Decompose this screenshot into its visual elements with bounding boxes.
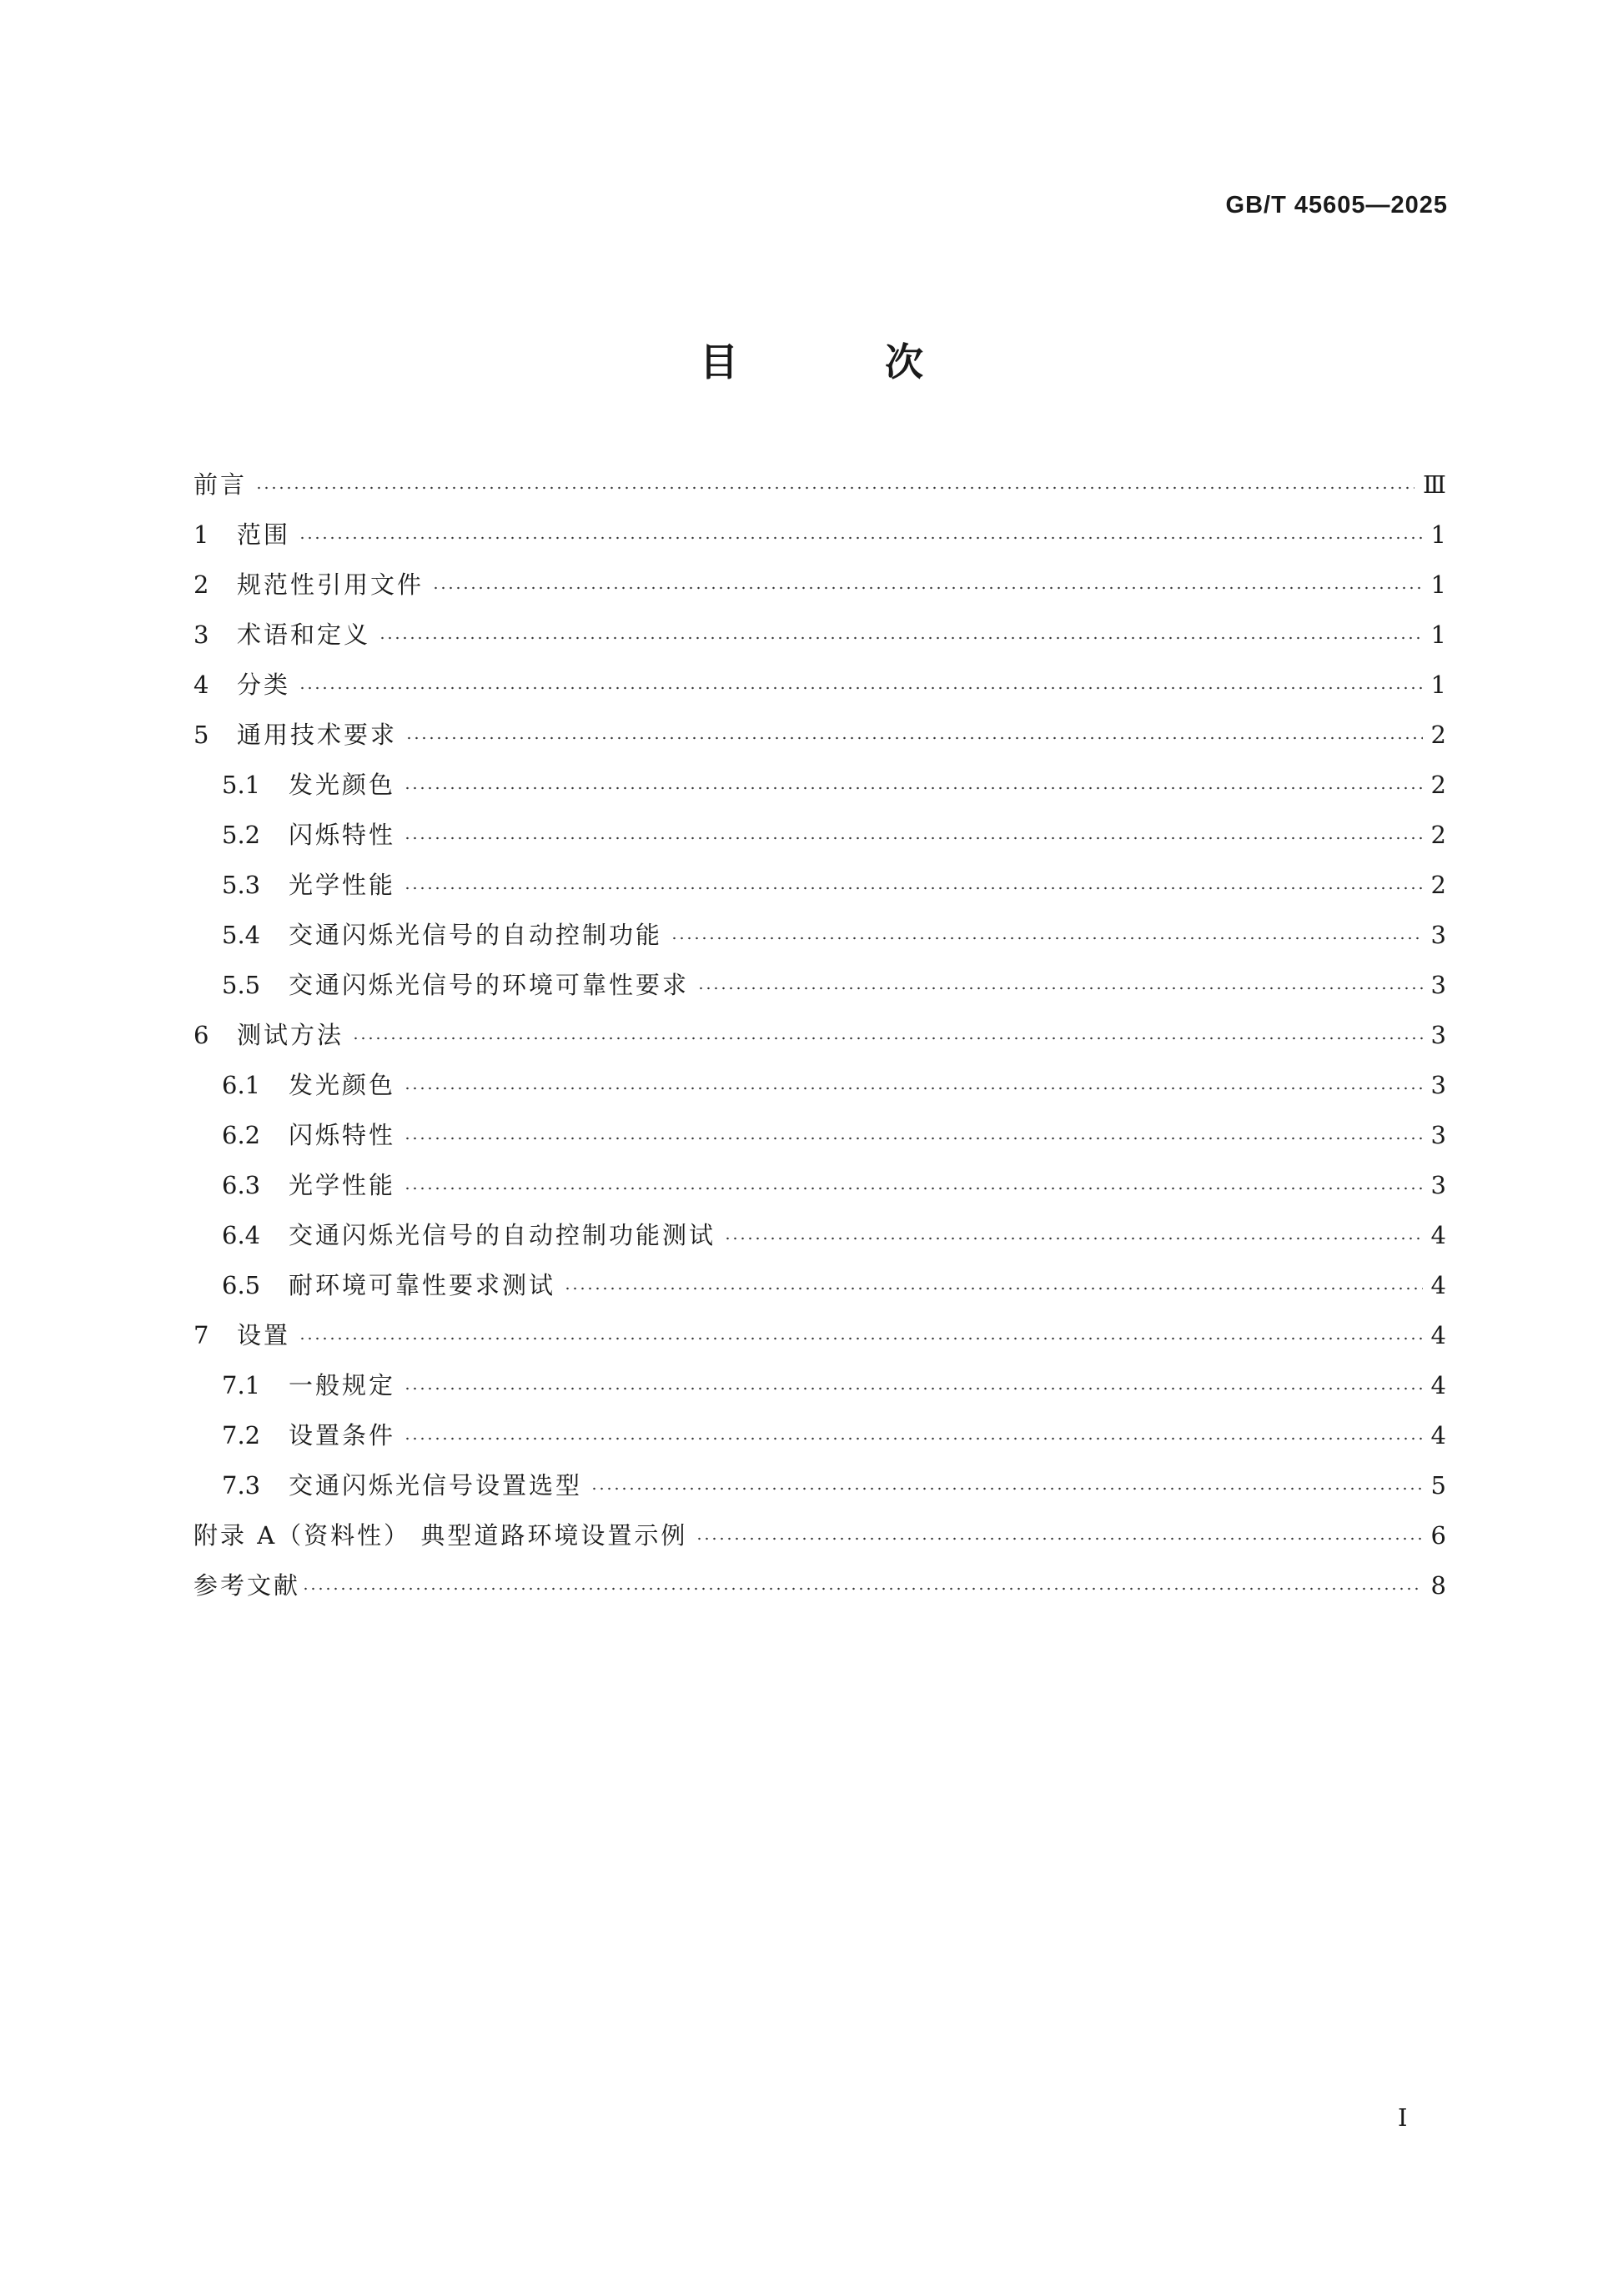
dot-leader: [671, 937, 1423, 940]
toc-entry-number: 7: [193, 1321, 209, 1349]
toc-entry[interactable]: [193, 860, 1446, 910]
toc-entry[interactable]: [193, 510, 1446, 560]
toc-entry[interactable]: [193, 810, 1446, 860]
toc-entry-label: 规范性引用文件: [237, 570, 425, 599]
toc-entry-number: 5.4: [222, 921, 261, 949]
toc-entry-number: 7.1: [222, 1371, 261, 1399]
dot-leader: [404, 1137, 1423, 1140]
toc-entry-label: 交通闪烁光信号设置选型: [289, 1471, 583, 1500]
dot-leader: [299, 536, 1423, 540]
toc-entry-label: 光学性能: [289, 1171, 396, 1199]
dot-leader: [299, 686, 1423, 690]
toc-entry-page: 5: [1430, 1471, 1446, 1500]
toc-entry[interactable]: [193, 1110, 1446, 1160]
toc-entry-label: 设置条件: [289, 1421, 396, 1449]
page-title: 目 次: [699, 339, 990, 384]
toc-entry-label: 分类: [237, 671, 291, 699]
toc-entry-number: 1: [193, 520, 209, 549]
toc-entry-page: 4: [1430, 1421, 1446, 1449]
standard-code: GB/T 45605—2025: [1225, 192, 1448, 219]
toc-entry-number: 5.5: [222, 971, 261, 999]
dot-leader: [696, 1537, 1422, 1540]
toc-entry-number: 3: [193, 620, 209, 649]
toc-entry[interactable]: [193, 1260, 1446, 1310]
toc-entry-number: 5.2: [222, 821, 261, 849]
table-of-contents: [193, 460, 1446, 1610]
toc-entry-label: 耐环境可靠性要求测试: [289, 1271, 556, 1299]
toc-entry[interactable]: [193, 1010, 1446, 1060]
toc-entry-page: 1: [1430, 520, 1446, 549]
toc-entry-label: 闪烁特性: [289, 821, 396, 849]
toc-entry[interactable]: [193, 560, 1446, 610]
toc-entry-page: 2: [1430, 771, 1446, 799]
toc-entry-label: 通用技术要求: [237, 721, 398, 749]
toc-entry-page: 4: [1430, 1321, 1446, 1349]
toc-entry-page: 4: [1430, 1221, 1446, 1249]
toc-entry-page: 1: [1430, 671, 1446, 699]
dot-leader: [404, 887, 1423, 890]
toc-entry-page: Ⅲ: [1423, 470, 1446, 499]
toc-entry[interactable]: [193, 1510, 1446, 1560]
toc-entry-label: 闪烁特性: [289, 1121, 396, 1149]
toc-entry-page: 3: [1430, 921, 1446, 949]
dot-leader: [255, 486, 1414, 490]
toc-entry-label: 设置: [237, 1321, 291, 1349]
toc-entry[interactable]: [193, 1360, 1446, 1410]
dot-leader: [404, 837, 1423, 840]
toc-entry-number: 6.4: [222, 1221, 261, 1249]
toc-entry-label: 术语和定义: [237, 620, 371, 649]
toc-entry[interactable]: [193, 1310, 1446, 1360]
toc-entry[interactable]: [193, 1460, 1446, 1510]
toc-entry-number: 6.5: [222, 1271, 261, 1299]
toc-entry-number: 5.1: [222, 771, 261, 799]
page-number: I: [1398, 2103, 1408, 2132]
toc-entry-label: 范围: [237, 520, 291, 549]
dot-leader: [404, 786, 1423, 790]
toc-entry-number: 6.3: [222, 1171, 261, 1199]
toc-entry-page: 1: [1430, 620, 1446, 649]
toc-entry-page: 3: [1430, 1071, 1446, 1099]
toc-entry[interactable]: [193, 710, 1446, 760]
toc-entry-page: 3: [1430, 1171, 1446, 1199]
toc-entry-label: 附录 A（资料性） 典型道路环境设置示例: [193, 1521, 688, 1550]
toc-entry-number: 5: [193, 721, 209, 749]
toc-entry-page: 6: [1430, 1521, 1446, 1550]
toc-entry-page: 2: [1430, 721, 1446, 749]
dot-leader: [405, 736, 1423, 740]
toc-entry-label: 发光颜色: [289, 1071, 396, 1099]
toc-entry-label: 一般规定: [289, 1371, 396, 1399]
dot-leader: [404, 1087, 1423, 1090]
dot-leader: [590, 1487, 1423, 1490]
toc-entry-number: 7.3: [222, 1471, 261, 1500]
toc-entry-number: 4: [193, 671, 209, 699]
toc-entry[interactable]: [193, 660, 1446, 710]
toc-entry[interactable]: [193, 460, 1446, 510]
dot-leader: [564, 1287, 1423, 1290]
toc-entry[interactable]: [193, 610, 1446, 660]
toc-entry-label: 交通闪烁光信号的自动控制功能: [289, 921, 663, 949]
toc-entry[interactable]: [193, 910, 1446, 960]
dot-leader: [724, 1237, 1423, 1240]
toc-entry-page: 8: [1430, 1571, 1446, 1600]
toc-entry-number: 6.1: [222, 1071, 261, 1099]
toc-entry-page: 1: [1430, 570, 1446, 599]
toc-entry-label: 交通闪烁光信号的环境可靠性要求: [289, 971, 690, 999]
toc-entry[interactable]: [193, 1210, 1446, 1260]
dot-leader: [432, 586, 1423, 590]
toc-entry-number: 2: [193, 570, 209, 599]
toc-entry-number: 7.2: [222, 1421, 261, 1449]
dot-leader: [302, 1587, 1423, 1590]
dot-leader: [404, 1437, 1423, 1440]
toc-entry[interactable]: [193, 960, 1446, 1010]
toc-entry-page: 3: [1430, 971, 1446, 999]
toc-entry-page: 4: [1430, 1371, 1446, 1399]
dot-leader: [352, 1037, 1423, 1040]
dot-leader: [404, 1187, 1423, 1190]
toc-entry-page: 3: [1430, 1021, 1446, 1049]
dot-leader: [697, 987, 1423, 990]
toc-entry-label: 前言: [193, 470, 248, 499]
toc-entry-label: 交通闪烁光信号的自动控制功能测试: [289, 1221, 716, 1249]
toc-entry[interactable]: [193, 760, 1446, 810]
toc-entry-page: 2: [1430, 821, 1446, 849]
toc-entry[interactable]: [193, 1160, 1446, 1210]
toc-entry[interactable]: [193, 1060, 1446, 1110]
toc-entry[interactable]: [193, 1410, 1446, 1460]
toc-entry[interactable]: [193, 1560, 1446, 1610]
toc-entry-label: 光学性能: [289, 871, 396, 899]
toc-entry-number: 5.3: [222, 871, 261, 899]
toc-entry-number: 6: [193, 1021, 209, 1049]
dot-leader: [299, 1337, 1423, 1340]
toc-entry-page: 2: [1430, 871, 1446, 899]
toc-entry-label: 发光颜色: [289, 771, 396, 799]
toc-entry-label: 测试方法: [237, 1021, 344, 1049]
toc-entry-number: 6.2: [222, 1121, 261, 1149]
toc-entry-page: 3: [1430, 1121, 1446, 1149]
toc-entry-label: 参考文献: [193, 1571, 301, 1600]
toc-entry-page: 4: [1430, 1271, 1446, 1299]
dot-leader: [379, 636, 1423, 640]
dot-leader: [404, 1387, 1423, 1390]
